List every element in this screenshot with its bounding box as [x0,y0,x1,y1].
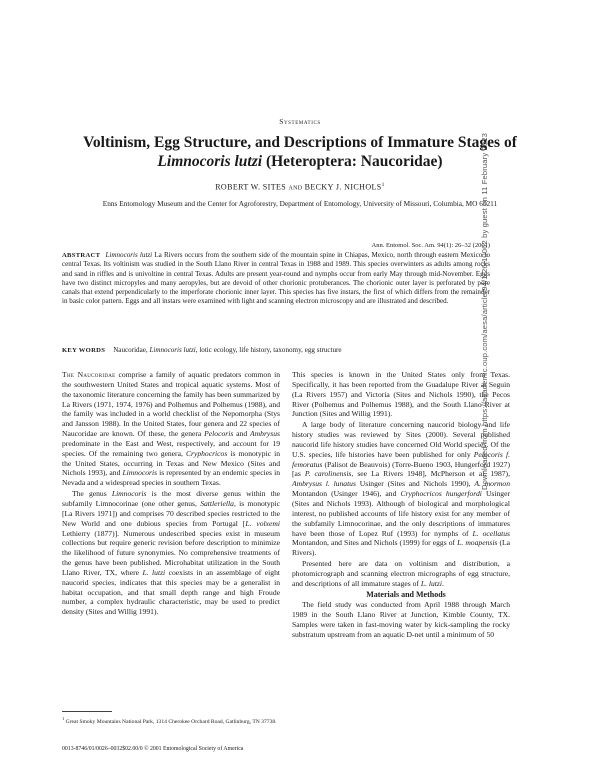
affiliation: Enns Entomology Museum and the Center for Agroforestry, Department of Entomology, University of Missouri, Columbia, MO 65211 [102,199,498,208]
intro-paragraph-5: Presented here are data on voltinism and distribution, a photomicrograph and scanning electron micrographs of egg structure, and descriptions of all immature stages of L. lutzi. [292,559,510,588]
keywords-species: Limnocoris lutzi [149,346,196,354]
left-column [62,370,280,617]
keywords-label: KEY WORDS [62,347,106,354]
footnote [62,715,280,726]
author-2-footnote-mark: 1 [381,182,385,188]
abstract [62,251,490,307]
abstract-species: Limnocoris lutzi [105,251,153,259]
author-1: ROBERT W. SITES [215,182,287,192]
author-and: and [286,182,305,192]
intro-paragraph-1: The Naucoridae comprise a family of aquatic predators common in the southwestern United States and tropical aquatic systems. Most of the taxonomic literature concerning the family has been summarized by La Rivers (1971, 1974, 1976) and Polhemus and Polhemus (1988), and the family was included in a world checklist of the Nepomorpha (Stys and Jansson 1988). In the United States, four genera and 22 species of Naucoridae are known. Of these, the genera Pelocoris and Ambrysus predominate in the East and West, respectively, and account for 19 species. Of the remaining two genera, Cryphocricos is monotypic in the United States, occurring in Texas and New Mexico (Sites and Nichols 1993), and Limnocoris is represented by an endemic species in Nevada and a widespread species in southern Texas. [62,370,280,488]
intro-lead: The Naucoridae [62,370,116,379]
author-2: BECKY J. NICHOLS [304,182,382,192]
abstract-label: ABSTRACT [62,252,101,259]
intro-paragraph-4: A large body of literature concerning naucorid biology and life history studies was reviewed by Sites (2000). Several published naucorid life history studies have concerned Old World species. Of the U.S. species, life histories have been published for only Pelocoris f. femoratus (Palisot de Beauvois) (Torre-Bueno 1903, Hungerford 1927) [as P. carolinensis, see La Rivers 1948], McPherson et al. 1987), Ambrysus l. lunatus Usinger (Sites and Nichols 1990), A. mormon Montandon (Usinger 1946), and Cryphocricos hungerfordi Usinger (Sites and Nichols 1993). Although of biological and morphological interest, no published accounts of life history exist for any member of the subfamily Limnocorinae, and the only descriptions of immatures have been those of Lopez Ruf (1993) for nymphs of L. ocellatus Montandon, and Sites and Nichols (1999) for eggs of L. moapensis (La Rivers). [292,420,511,558]
copyright-line: 0013-8746/01/0026–0032$02.00/0 © 2001 Entomological Society of America [62,746,244,752]
section-label: Systematics [279,117,321,126]
intro-paragraph-3: This species is known in the United States only from Texas. Specifically, it has been reported from the Guadalupe River at Seguin (La Rivers 1957) and Victoria (Sites and Nichols 1990), the Pecos River (Polhemus and Polhemus 1988), and the South Llano River at Junction (Sites and Willig 1991). [292,370,510,419]
abstract-text: La Rivers occurs from the southern side of the mountain spine in Chiapas, Mexico, north through eastern Mexico to central Texas. Its voltinism was studied in the South Llano River in central Texas in 1988 and 1989. This species overwinters as adults among rocks and sand in riffles and is univoltine in central Texas. Adults are present year-round and nymphs occur from early May through mid-November. Eggs have two distinct micropyles and many aeropyles, but are devoid of other chorionic protuberances. The chorionic outer layer is perforated by pore canals that extend perpendicularly to the imperforate chorionic inner layer. This species has five instars, the first of which differs from the remainder in basic color pattern. Eggs and all instars were examined with light and scanning electron microscopy and are illustrated and described. [62,251,490,306]
keywords [62,346,502,354]
right-column [292,370,510,640]
authors [0,182,600,192]
intro-paragraph-2: The genus Limnocoris is the most diverse genus within the subfamily Limnocorinae (one other genus, Sattleriella, is monotypic [La Rivers 1971]) and comprises 70 described species restricted to the New World and one dubious species from Portugal [L. volxemi Lethierry (1877)]. Numerous undescribed species exist in museum collections but require generic revision before description to minimize the likelihood of future synonymies. No comprehensive treatments of the genus have been published. Microhabitat utilization in the South Llano River, TX, where L. lutzi coexists in an assemblage of eight naucorid species, indicates that this species may be a generalist in habitat occupation, and that small depth range and high Froude number, a complex hydraulic characteristic, may be used to predict density (Sites and Willig 1991). [62,489,281,617]
keywords-text-2: , lotic ecology, life history, taxonomy, egg structure [195,346,342,354]
journal-reference: Ann. Entomol. Soc. Am. 94(1): 26–32 (2001) [371,242,490,249]
keywords-text-1: Naucoridae, [113,346,150,354]
footnote-mark: 1 [62,716,65,721]
download-watermark: Downloaded from https://academic.oup.com/aesa/article/94/1/26/10062 by guest on 11 February 2023 [480,132,489,490]
footnote-divider [62,711,112,712]
footnote-text: Great Smoky Mountains National Park, 1314 Cherokee Orchard Road, Gatlinburg, TN 37738. [64,718,277,725]
title-line-1: Voltinism, Egg Structure, and Descriptions of Immature Stages of [83,134,517,151]
methods-paragraph-1: The field study was conducted from April 1988 through March 1989 in the South Llano River at Junction, Kimble County, TX. Samples were taken in fast-moving water by kick-sampling the rocky substratum upstream from an aquatic D-net until a minimum of 50 [292,600,510,639]
title-species: Limnocoris lutzi [157,153,263,170]
materials-methods-heading: Materials and Methods [366,589,446,599]
title-rest: (Heteroptera: Naucoridae) [262,153,443,170]
